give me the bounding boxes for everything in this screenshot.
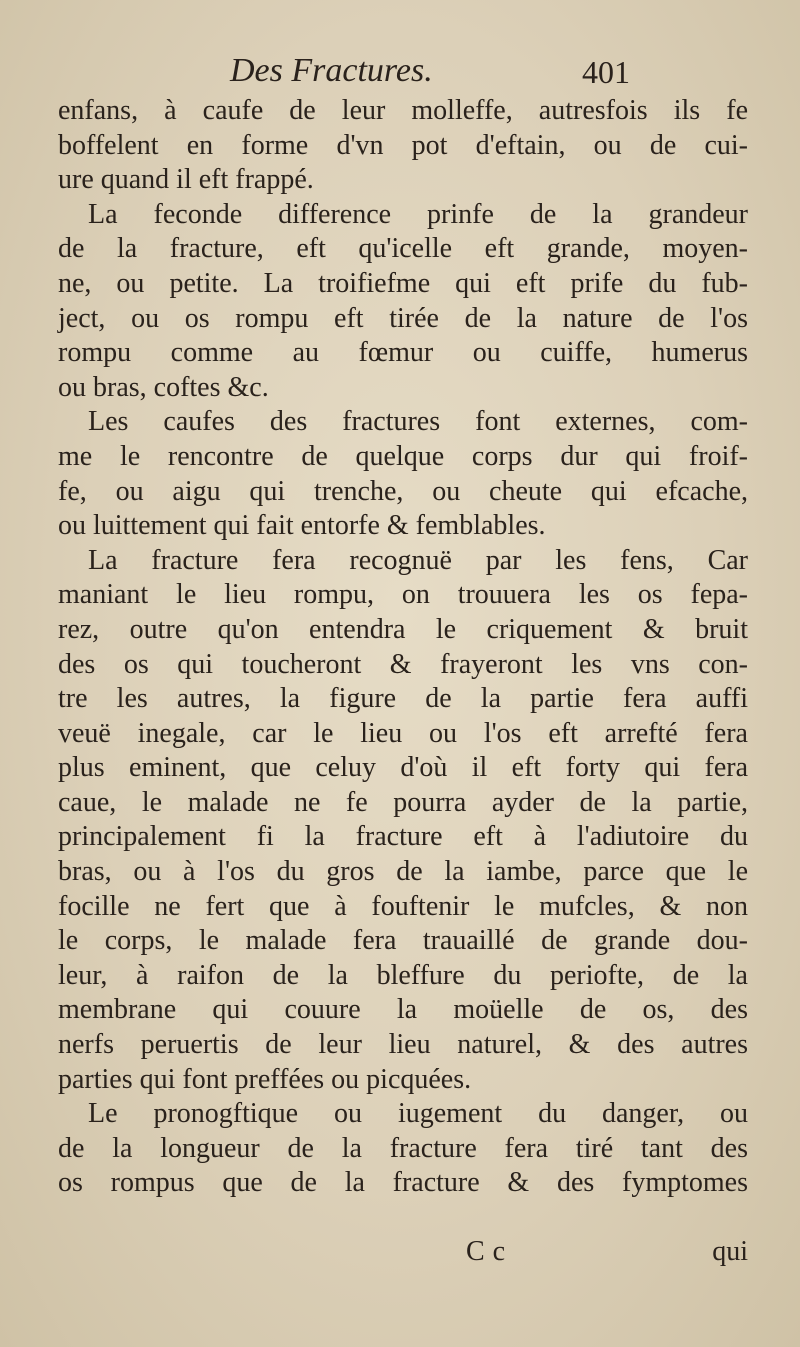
text-line: des os qui toucheront & frayeront les vns con- — [58, 648, 748, 680]
page-number: 401 — [582, 54, 630, 90]
text-line: enfans, à caufe de leur molleffe, autresfois ils fe — [58, 95, 748, 126]
text-line: membrane qui couure la moüelle de os, des — [58, 994, 748, 1026]
text-line: caue, le malade ne fe pourra ayder de la partie, — [58, 786, 748, 818]
text-line: La fracture fera recognuë par les fens, Car — [88, 544, 748, 576]
signature-mark: Cc — [466, 1236, 514, 1267]
text-line: plus eminent, que celuy d'où il eft forty qui fera — [58, 752, 748, 784]
text-line: tre les autres, la figure de la partie fera auffi — [58, 683, 748, 715]
text-line: principalement fi la fracture eft à l'adiutoire du — [58, 821, 748, 853]
page-footer — [58, 1236, 748, 1272]
text-line: Les caufes des fractures font externes, com- — [88, 406, 748, 438]
body-text — [58, 94, 748, 1201]
text-line: La feconde difference prinfe de la grandeur — [88, 198, 748, 230]
text-line: leur, à raifon de la bleffure du periofte, de la — [58, 959, 748, 991]
text-line: maniant le lieu rompu, on trouuera les os fepa- — [58, 579, 748, 611]
text-line: os rompus que de la fracture & des fymptomes — [58, 1167, 748, 1199]
text-line: Le pronogftique ou iugement du danger, ou — [88, 1098, 748, 1130]
text-line: veuë inegale, car le lieu ou l'os eft arrefté fera — [58, 717, 748, 749]
text-line: le corps, le malade fera trauaillé de grande dou- — [58, 925, 748, 957]
text-line: ne, ou petite. La troifiefme qui eft prife du fub- — [58, 267, 748, 299]
text-line: rompu comme au fœmur ou cuiffe, humerus — [58, 337, 748, 369]
text-line: ou luittement qui fait entorfe & femblables. — [58, 510, 546, 542]
text-line: boffelent en forme d'vn pot d'eftain, ou de cui- — [58, 129, 748, 161]
text-line: nerfs peruertis de leur lieu naturel, & des autres — [58, 1029, 748, 1061]
page-header — [0, 52, 800, 96]
text-line: fe, ou aigu qui trenche, ou cheute qui efcache, — [58, 475, 748, 507]
text-line: me le rencontre de quelque corps dur qui froif- — [58, 440, 748, 472]
text-line: ject, ou os rompu eft tirée de la nature de l'os — [58, 302, 748, 334]
text-line: focille ne fert que à fouftenir le mufcles, & non — [58, 890, 748, 922]
text-line: ure quand il eft frappé. — [58, 164, 314, 196]
text-line: de la longueur de la fracture fera tiré tant des — [58, 1132, 748, 1164]
running-title: Des Fractures. — [230, 52, 433, 89]
text-line: rez, outre qu'on entendra le criquement & bruit — [58, 613, 748, 645]
text-line: de la fracture, eft qu'icelle eft grande, moyen- — [58, 233, 748, 265]
catchword: qui — [712, 1236, 748, 1267]
text-line: bras, ou à l'os du gros de la iambe, parce que le — [58, 856, 748, 888]
text-line: parties qui font preffées ou picquées. — [58, 1063, 472, 1095]
text-line: ou bras, coftes &c. — [58, 371, 269, 403]
